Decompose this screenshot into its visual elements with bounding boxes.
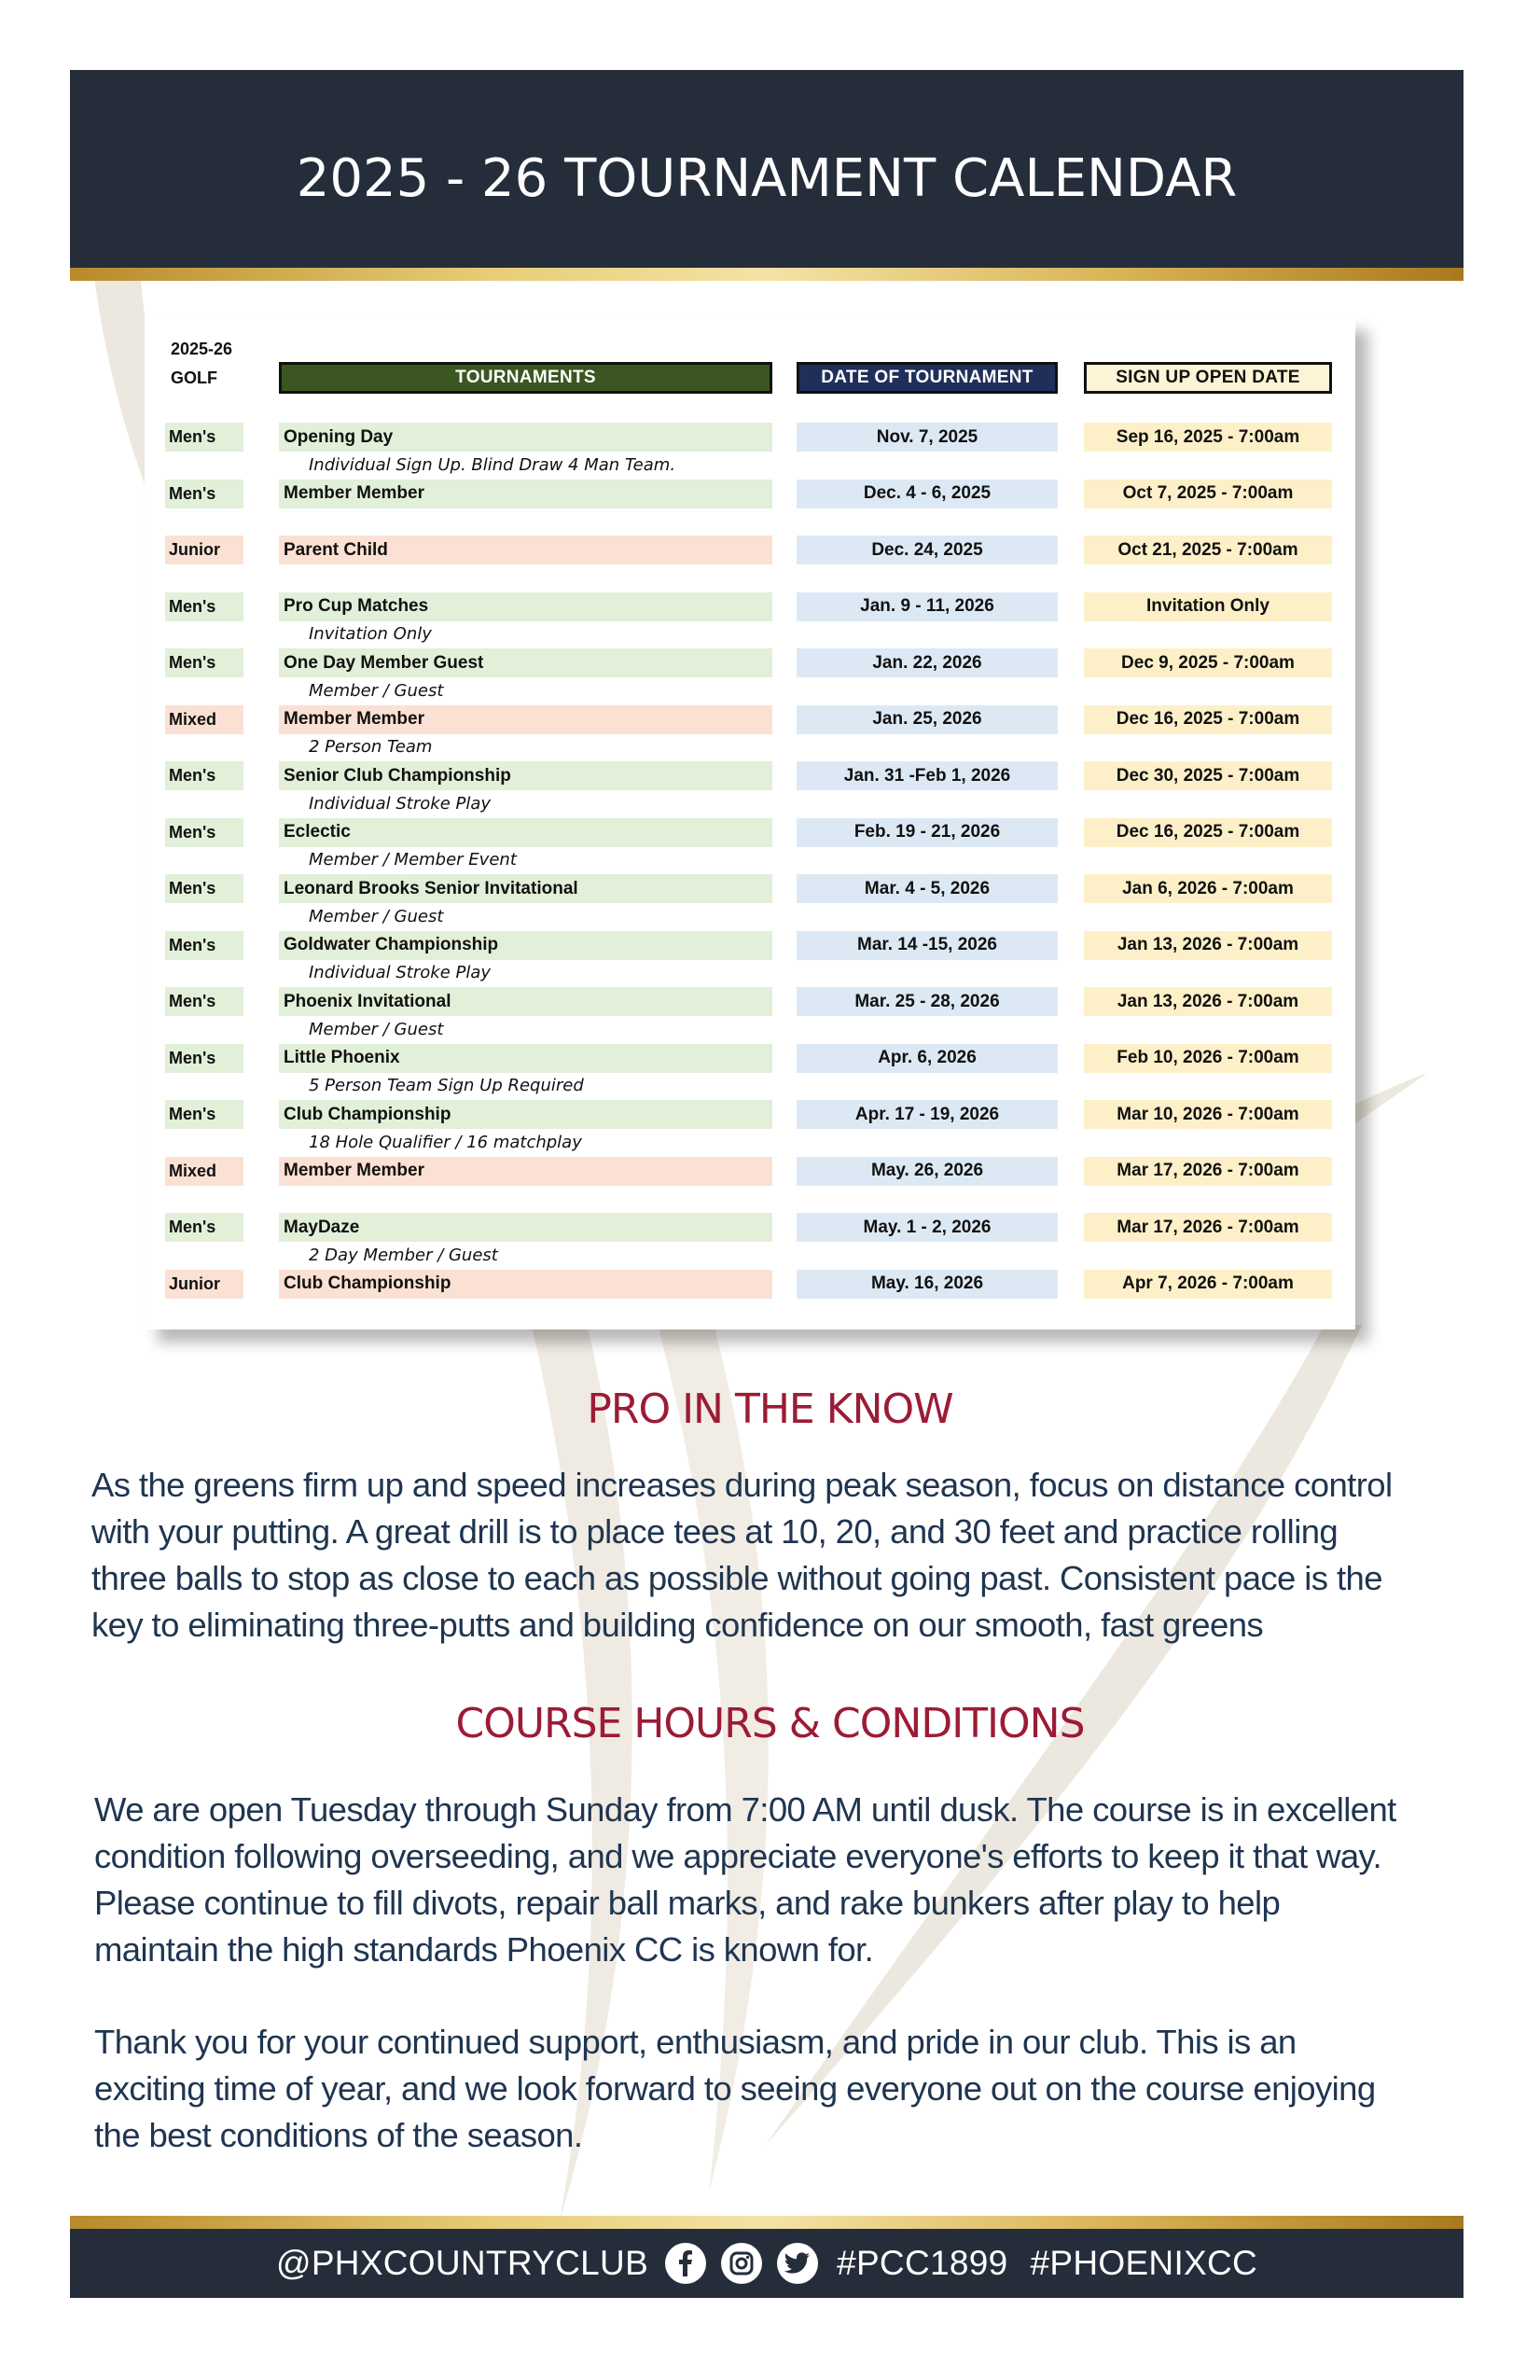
twitter-icon[interactable] [777, 2243, 818, 2284]
facebook-icon[interactable] [665, 2243, 706, 2284]
tournament-category: Men's [165, 480, 243, 508]
signup-open-date: Dec 16, 2025 - 7:00am [1084, 818, 1332, 847]
tournament-row [145, 1213, 1355, 1269]
course-line: We are open Tuesday through Sunday from 7:00 AM until dusk. The course is in excellent [94, 1790, 1396, 1829]
tournament-row [145, 705, 1355, 761]
tournament-date: Jan. 31 -Feb 1, 2026 [797, 761, 1058, 790]
signup-open-date: Dec 9, 2025 - 7:00am [1084, 648, 1332, 677]
tournament-note: 2 Day Member / Guest [309, 1245, 498, 1265]
tournament-date: Nov. 7, 2025 [797, 423, 1058, 452]
signup-open-date: Mar 17, 2026 - 7:00am [1084, 1157, 1332, 1186]
tournament-note: 18 Hole Qualifier / 16 matchplay [309, 1132, 582, 1152]
signup-open-date: Jan 13, 2026 - 7:00am [1084, 931, 1332, 960]
tournament-note: Member / Guest [309, 906, 444, 926]
page-title: 2025 - 26 TOURNAMENT CALENDAR [296, 148, 1238, 209]
course-paragraph-2 [94, 2019, 1376, 2159]
tournament-name: MayDaze [279, 1213, 772, 1242]
tournament-category: Junior [165, 1270, 243, 1299]
signup-open-date: Apr 7, 2026 - 7:00am [1084, 1270, 1332, 1299]
footer-bar [70, 2229, 1464, 2298]
tournament-name: Club Championship [279, 1100, 772, 1129]
header-banner [70, 70, 1464, 268]
course-paragraph-1 [94, 1787, 1396, 1973]
tournament-note: Member / Member Event [309, 850, 517, 870]
tournaments-column-header: TOURNAMENTS [279, 362, 772, 394]
tournament-name: Parent Child [279, 536, 772, 564]
tournament-name: One Day Member Guest [279, 648, 772, 677]
signup-open-date: Mar 10, 2026 - 7:00am [1084, 1100, 1332, 1129]
pro-tip-line: three balls to stop as close to each as possible without going past. Consistent pace is the [91, 1559, 1382, 1597]
instagram-icon[interactable] [721, 2243, 762, 2284]
tournament-category: Men's [165, 592, 243, 621]
signup-open-date: Jan 6, 2026 - 7:00am [1084, 874, 1332, 903]
course-line: condition following overseeding, and we appreciate everyone's efforts to keep it that way. [94, 1837, 1382, 1875]
tournament-note: Invitation Only [309, 624, 432, 644]
tournament-name: Goldwater Championship [279, 931, 772, 960]
tournament-note: 2 Person Team [309, 737, 433, 757]
tournament-note: Member / Guest [309, 680, 444, 701]
signup-open-date: Oct 21, 2025 - 7:00am [1084, 536, 1332, 564]
course-hours-title: COURSE HOURS & CONDITIONS [455, 1700, 1085, 1747]
hashtag-phoenixcc[interactable]: #PHOENIXCC [1030, 2244, 1258, 2282]
tournament-row [145, 818, 1355, 874]
tournament-name: Senior Club Championship [279, 761, 772, 790]
tournament-row [145, 1044, 1355, 1100]
date-column-header: DATE OF TOURNAMENT [797, 362, 1058, 394]
hashtag-pcc1899[interactable]: #PCC1899 [837, 2244, 1008, 2282]
tournament-row [145, 1157, 1355, 1213]
tournament-row [145, 987, 1355, 1043]
tournament-category: Men's [165, 818, 243, 847]
signup-open-date: Mar 17, 2026 - 7:00am [1084, 1213, 1332, 1242]
tournament-category: Men's [165, 1044, 243, 1073]
tournament-row [145, 874, 1355, 930]
tournament-category: Men's [165, 648, 243, 677]
tournament-date: Mar. 4 - 5, 2026 [797, 874, 1058, 903]
tournament-date: Jan. 25, 2026 [797, 705, 1058, 734]
tournament-row [145, 592, 1355, 648]
tournament-name: Member Member [279, 705, 772, 734]
tournament-row [145, 1100, 1355, 1156]
signup-open-date: Dec 16, 2025 - 7:00am [1084, 705, 1332, 734]
signup-open-date: Dec 30, 2025 - 7:00am [1084, 761, 1332, 790]
tournament-date: May. 26, 2026 [797, 1157, 1058, 1186]
tournament-date: Dec. 24, 2025 [797, 536, 1058, 564]
tournament-row [145, 931, 1355, 987]
signup-open-date: Feb 10, 2026 - 7:00am [1084, 1044, 1332, 1073]
tournament-note: Member / Guest [309, 1019, 444, 1039]
gold-divider-bottom [70, 2216, 1464, 2229]
signup-open-date: Sep 16, 2025 - 7:00am [1084, 423, 1332, 452]
tournament-calendar-table [145, 317, 1355, 1329]
tournament-note: Individual Stroke Play [309, 793, 492, 814]
tournament-date: Dec. 4 - 6, 2025 [797, 480, 1058, 508]
tournament-category: Mixed [165, 705, 243, 734]
tournament-row [145, 648, 1355, 704]
tournament-category: Men's [165, 1213, 243, 1242]
pro-tip-line: As the greens firm up and speed increases during peak season, focus on distance control [91, 1466, 1393, 1504]
tournament-row [145, 423, 1355, 479]
course-line: maintain the high standards Phoenix CC is known for. [94, 1930, 874, 1969]
signup-open-date: Oct 7, 2025 - 7:00am [1084, 480, 1332, 508]
tournament-category: Men's [165, 987, 243, 1016]
tournament-name: Club Championship [279, 1270, 772, 1299]
tournament-name: Opening Day [279, 423, 772, 452]
signup-open-date: Jan 13, 2026 - 7:00am [1084, 987, 1332, 1016]
tournament-category: Men's [165, 874, 243, 903]
pro-tip-title: PRO IN THE KNOW [587, 1385, 953, 1433]
pro-tip-paragraph [91, 1462, 1392, 1649]
tournament-category: Junior [165, 536, 243, 564]
tournament-date: May. 16, 2026 [797, 1270, 1058, 1299]
tournament-name: Little Phoenix [279, 1044, 772, 1073]
course-line: Thank you for your continued support, enthusiasm, and pride in our club. This is an [94, 2023, 1297, 2061]
tournament-category: Men's [165, 423, 243, 452]
tournament-category: Men's [165, 1100, 243, 1129]
course-line: Please continue to fill divots, repair ball marks, and rake bunkers after play to help [94, 1884, 1281, 1922]
course-line: exciting time of year, and we look forward to seeing everyone out on the course enjoying [94, 2069, 1376, 2108]
tournament-date: Jan. 22, 2026 [797, 648, 1058, 677]
tournament-date: Feb. 19 - 21, 2026 [797, 818, 1058, 847]
tournament-name: Leonard Brooks Senior Invitational [279, 874, 772, 903]
social-icons [648, 2243, 818, 2284]
tournament-note: Individual Stroke Play [309, 963, 492, 982]
tournament-note: Individual Sign Up. Blind Draw 4 Man Team. [309, 454, 676, 475]
tournament-name: Pro Cup Matches [279, 592, 772, 621]
social-handle[interactable]: @PHXCOUNTRYCLUB [275, 2244, 649, 2282]
course-line: the best conditions of the season. [94, 2116, 583, 2154]
tournament-name: Member Member [279, 480, 772, 508]
tournament-name: Member Member [279, 1157, 772, 1186]
tournament-date: Mar. 14 -15, 2026 [797, 931, 1058, 960]
tournament-date: Apr. 17 - 19, 2026 [797, 1100, 1058, 1129]
year-label: 2025-26 [171, 340, 233, 358]
tournament-note: 5 Person Team Sign Up Required [309, 1076, 584, 1095]
tournament-category: Men's [165, 931, 243, 960]
tournament-date: May. 1 - 2, 2026 [797, 1213, 1058, 1242]
tournament-date: Apr. 6, 2026 [797, 1044, 1058, 1073]
tournament-category: Mixed [165, 1157, 243, 1186]
tournament-date: Jan. 9 - 11, 2026 [797, 592, 1058, 621]
gold-divider-top [70, 268, 1464, 281]
signup-column-header: SIGN UP OPEN DATE [1084, 362, 1332, 394]
tournament-name: Phoenix Invitational [279, 987, 772, 1016]
tournament-row [145, 536, 1355, 592]
golf-label: GOLF [171, 369, 217, 387]
tournament-name: Eclectic [279, 818, 772, 847]
tournament-row [145, 761, 1355, 817]
tournament-date: Mar. 25 - 28, 2026 [797, 987, 1058, 1016]
signup-open-date: Invitation Only [1084, 592, 1332, 621]
tournament-row [145, 480, 1355, 536]
tournament-category: Men's [165, 761, 243, 790]
pro-tip-line: key to eliminating three-putts and building confidence on our smooth, fast greens [91, 1606, 1264, 1644]
pro-tip-line: with your putting. A great drill is to place tees at 10, 20, and 30 feet and practice rolling [91, 1512, 1339, 1551]
tournament-row [145, 1270, 1355, 1326]
